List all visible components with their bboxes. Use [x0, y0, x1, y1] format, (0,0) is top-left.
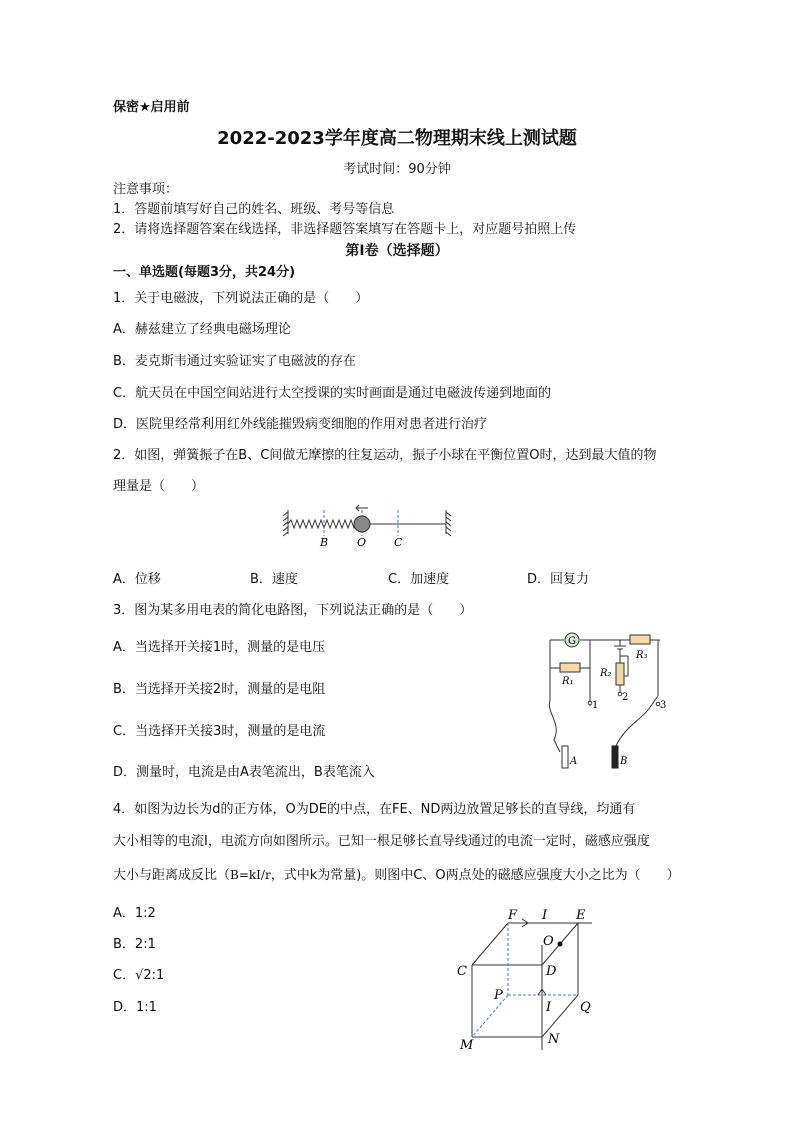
section-heading: 一、单选题(每题3分，共24分): [113, 265, 296, 280]
q4-option-a: A．1:2: [113, 906, 156, 921]
label-i-side: I: [546, 1000, 552, 1015]
q1-option-a: A．赫兹建立了经典电磁场理论: [113, 322, 291, 337]
q4-stem-line3: [113, 867, 680, 884]
q3-option-c: C．当选择开关接3时，测量的是电流: [113, 724, 326, 739]
q3-stem: 3．图为某多用电表的简化电路图，下列说法正确的是（ ）: [113, 603, 473, 618]
multimeter-circuit-figure: [540, 628, 700, 778]
q1-option-b: B．麦克斯韦通过实验证实了电磁波的存在: [113, 354, 356, 369]
probe-b: [612, 746, 618, 768]
label-g: G: [568, 636, 576, 647]
part-title: 第I卷（选择题）: [345, 243, 449, 259]
cube-figure: [450, 905, 610, 1055]
notice-item-1: 1．答题前填写好自己的姓名、班级、考号等信息: [113, 202, 395, 217]
q4-stem-line1: 4．如图为边长为d的正方体，O为DE的中点，在FE、ND两边放置足够长的直导线，均通有: [113, 802, 636, 817]
q2-stem-line2: 理量是（ ）: [113, 479, 205, 494]
page-title: 2022-2023学年度高二物理期末线上测试题: [217, 128, 577, 149]
label-c: C: [457, 964, 467, 979]
label-b-probe: B: [620, 756, 628, 767]
q2-option-a: A．位移: [113, 572, 161, 587]
notice-item-2: 2．请将选择题答案在线选择，非选择题答案填写在答题卡上，对应题号拍照上传: [113, 222, 577, 237]
q4-stem-line3-start: 大小与距离成反比（: [113, 868, 231, 883]
label-d: D: [546, 964, 557, 979]
label-3: 3: [660, 700, 667, 711]
q2-option-c: C．加速度: [388, 572, 450, 587]
label-1: 1: [592, 700, 599, 711]
q4-option-b: B．2:1: [113, 937, 156, 952]
q4-option-c: C．√2:1: [113, 968, 165, 983]
q4-option-d: D．1:1: [113, 1000, 157, 1015]
label-2: 2: [622, 692, 629, 703]
probe-a: [562, 746, 568, 768]
q2-option-d: D．回复力: [527, 572, 590, 587]
label-a: A: [570, 756, 578, 767]
label-b: B: [320, 536, 329, 549]
exam-time: 考试时间：90分钟: [343, 162, 451, 177]
spring-oscillator-figure: [280, 500, 460, 552]
label-r2: R₂: [600, 668, 612, 679]
q1-stem: 1．关于电磁波，下列说法正确的是（ ）: [113, 291, 369, 306]
label-r1: R₁: [562, 676, 574, 687]
notice-heading: 注意事项：: [113, 182, 179, 197]
label-c: C: [394, 536, 403, 549]
q3-option-d: D．测量时，电流是由A表笔流出，B表笔流入: [113, 765, 375, 780]
label-p: P: [494, 988, 503, 1003]
confidential-mark: 保密★启用前: [113, 100, 190, 115]
label-o: O: [543, 934, 554, 949]
q2-stem-line1: 2．如图，弹簧振子在B、C间做无摩擦的往复运动，振子小球在平衡位置O时，达到最大值的物: [113, 448, 657, 463]
label-r3: R₃: [636, 650, 648, 661]
label-q: Q: [580, 1000, 591, 1015]
label-n: N: [548, 1032, 560, 1047]
q2-option-b: B．速度: [250, 572, 298, 587]
label-o: O: [357, 536, 367, 549]
q4-stem-line3-end: ，式中k为常量)。则图中C、O两点处的磁感应强度大小之比为（ ）: [270, 868, 680, 883]
formula: B=kI/r: [230, 868, 271, 882]
q3-option-b: B．当选择开关接2时，测量的是电阻: [113, 682, 326, 697]
q1-option-d: D．医院里经常利用红外线能摧毁病变细胞的作用对患者进行治疗: [113, 417, 488, 432]
label-f: F: [508, 908, 518, 923]
q3-option-a: A．当选择开关接1时，测量的是电压: [113, 640, 326, 655]
label-m: M: [460, 1038, 474, 1053]
label-i-top: I: [542, 908, 548, 923]
label-e: E: [576, 908, 586, 923]
q4-stem-line2: 大小相等的电流I，电流方向如图所示。已知一根足够长直导线通过的电流一定时，磁感应强度: [113, 834, 650, 849]
q1-option-c: C．航天员在中国空间站进行太空授课的实时画面是通过电磁波传递到地面的: [113, 386, 552, 401]
